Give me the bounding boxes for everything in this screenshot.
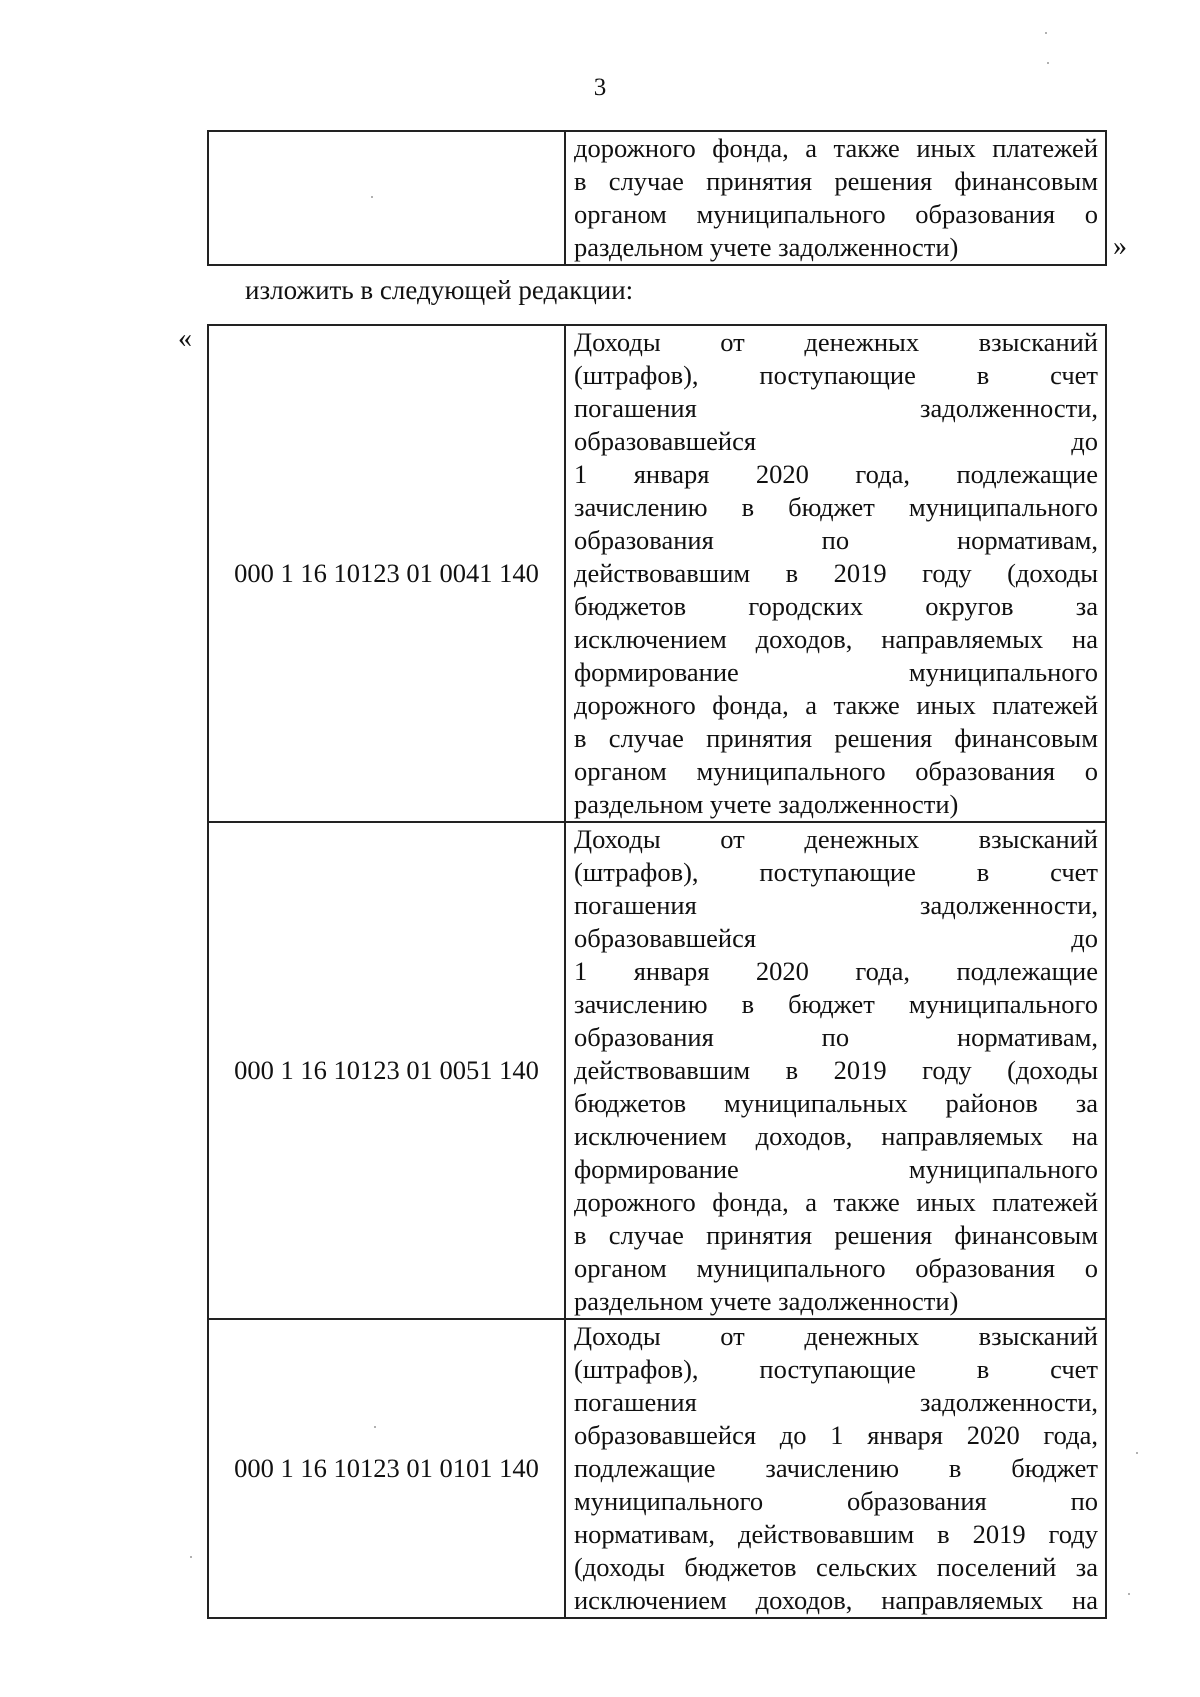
description-line: погашения задолженности, [574, 890, 1098, 920]
description-line: исключением доходов, направляемых на [574, 1121, 1098, 1151]
table-row [208, 822, 1106, 1319]
description-line: раздельном учете задолженности) [574, 789, 959, 819]
description-line: органом муниципального образования о [574, 756, 1098, 786]
description-line: Доходы от денежных взысканий [574, 824, 1098, 854]
description-line: бюджетов городских округов за [574, 591, 1098, 621]
description-line: органом муниципального образования о [574, 1253, 1098, 1283]
codes-table [207, 324, 1107, 1619]
description-line: Доходы от денежных взысканий [574, 327, 1098, 357]
description-line: (доходы бюджетов сельских поселений за [574, 1552, 1098, 1582]
description-line: формирование муниципального [574, 1154, 1098, 1184]
description-cell [565, 1319, 1106, 1618]
description-line: (штрафов), поступающие в счет [574, 1354, 1098, 1384]
description-line: исключением доходов, направляемых на [574, 624, 1098, 654]
description-line: раздельном учете задолженности) [574, 232, 959, 262]
description-line: зачислению в бюджет муниципального [574, 989, 1098, 1019]
description-line: раздельном учете задолженности) [574, 1286, 959, 1316]
description-line: подлежащие зачислению в бюджет [574, 1453, 1098, 1483]
description-line: действовавшим в 2019 году (доходы [574, 558, 1098, 588]
scan-speck [371, 196, 373, 198]
description-line: погашения задолженности, [574, 1387, 1098, 1417]
description-line: образовавшейся до [574, 426, 1098, 456]
description-line: в случае принятия решения финансовым [574, 1220, 1098, 1250]
scan-speck [1047, 62, 1049, 64]
code-cell: 000 1 16 10123 01 0051 140 [208, 822, 565, 1319]
description-line: образования по нормативам, [574, 1022, 1098, 1052]
continued-table-fragment [207, 130, 1107, 266]
table-row [208, 325, 1106, 822]
description-line: органом муниципального образования о [574, 199, 1098, 229]
description-cell [565, 131, 1106, 265]
description-line: действовавшим в 2019 году (доходы [574, 1055, 1098, 1085]
closing-quote-mark: » [1113, 231, 1127, 262]
description-line: дорожного фонда, а также иных платежей [574, 1187, 1098, 1217]
description-line: 1 января 2020 года, подлежащие [574, 956, 1098, 986]
description-line: образовавшейся до [574, 923, 1098, 953]
description-line: 1 января 2020 года, подлежащие [574, 459, 1098, 489]
description-line: формирование муниципального [574, 657, 1098, 687]
scan-speck [374, 1426, 376, 1428]
code-cell: 000 1 16 10123 01 0101 140 [208, 1319, 565, 1618]
description-line: нормативам, действовавшим в 2019 году [574, 1519, 1098, 1549]
description-line: погашения задолженности, [574, 393, 1098, 423]
description-line: дорожного фонда, а также иных платежей [574, 133, 1098, 163]
description-cell [565, 822, 1106, 1319]
code-cell [208, 131, 565, 265]
description-line: муниципального образования по [574, 1486, 1098, 1516]
description-cell [565, 325, 1106, 822]
description-line: (штрафов), поступающие в счет [574, 360, 1098, 390]
opening-quote-mark: « [178, 323, 192, 354]
description-line: зачислению в бюджет муниципального [574, 492, 1098, 522]
table-row [208, 131, 1106, 265]
description-line: Доходы от денежных взысканий [574, 1321, 1098, 1351]
description-line: дорожного фонда, а также иных платежей [574, 690, 1098, 720]
description-line: образовавшейся до 1 января 2020 года, [574, 1420, 1098, 1450]
description-line: бюджетов муниципальных районов за [574, 1088, 1098, 1118]
description-line: образования по нормативам, [574, 525, 1098, 555]
description-line: в случае принятия решения финансовым [574, 166, 1098, 196]
table-row [208, 1319, 1106, 1618]
page-number: 3 [593, 74, 607, 101]
code-cell: 000 1 16 10123 01 0041 140 [208, 325, 565, 822]
description-line: исключением доходов, направляемых на [574, 1585, 1098, 1615]
scan-speck [190, 1556, 192, 1558]
description-line: (штрафов), поступающие в счет [574, 857, 1098, 887]
intro-text: изложить в следующей редакции: [245, 275, 634, 305]
scan-speck [1045, 32, 1047, 34]
scan-speck [1136, 1452, 1138, 1454]
scan-speck [1128, 1593, 1130, 1595]
description-line: в случае принятия решения финансовым [574, 723, 1098, 753]
